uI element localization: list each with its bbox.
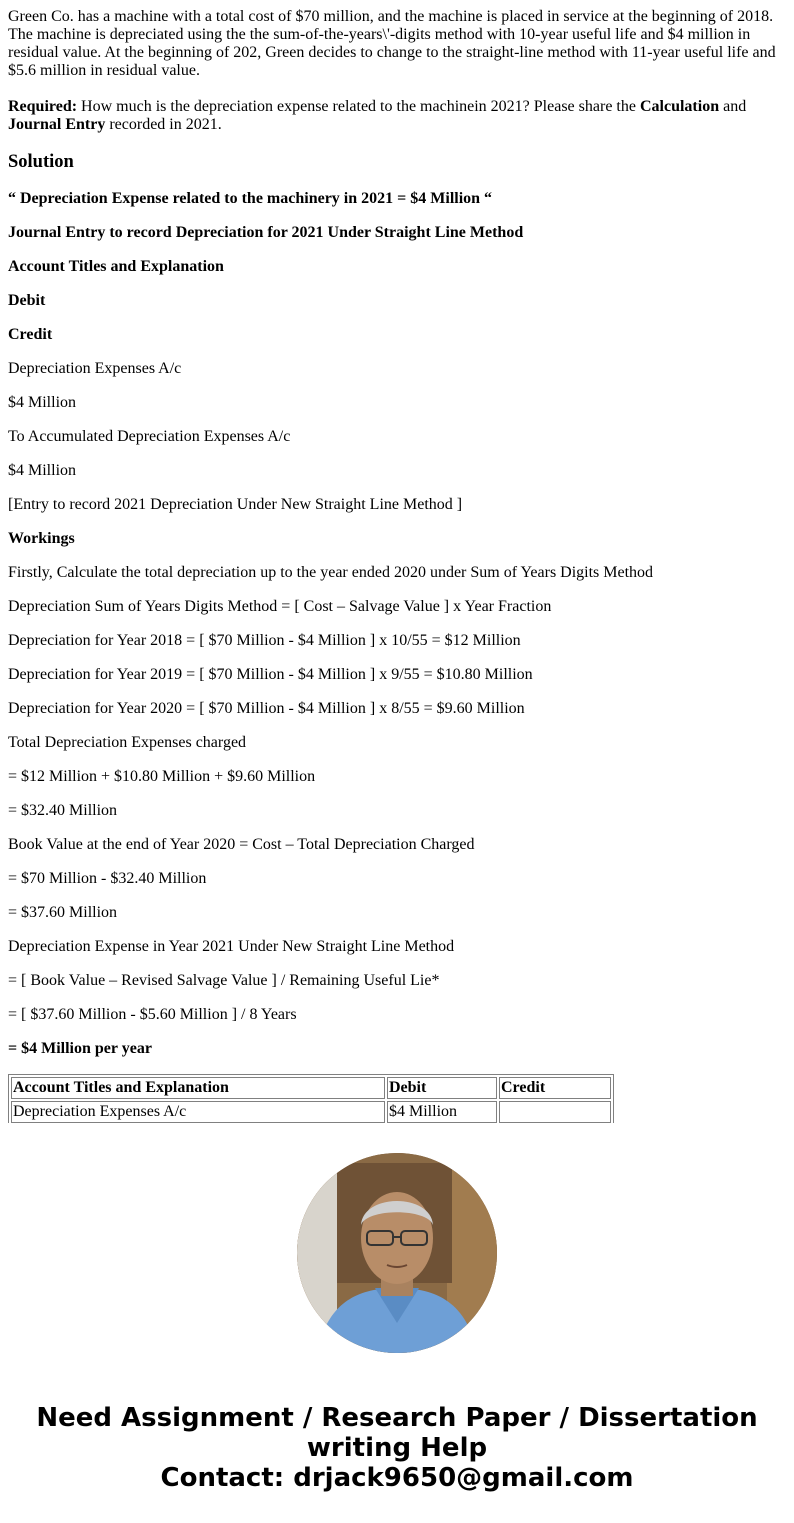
working-line: = $70 Million - $32.40 Million [8,870,207,887]
table-cell-account: Depreciation Expenses A/c [11,1101,385,1123]
table-row [11,1101,611,1123]
col-debit-label: Debit [8,292,46,309]
portrait-image [297,1153,497,1353]
recorded-text: recorded in 2021. [105,116,222,133]
working-line: = [ Book Value – Revised Salvage Value ] / Remaining Useful Lie* [8,972,440,989]
row1-account: Depreciation Expenses A/c [8,360,182,377]
working-line: Depreciation for Year 2018 = [ $70 Million - $4 Million ] x 10/55 = $12 Million [8,632,521,649]
col-account-label: Account Titles and Explanation [8,258,224,275]
working-line: Depreciation Expense in Year 2021 Under New Straight Line Method [8,938,455,955]
question-text: Green Co. has a machine with a total cost of $70 million, and the machine is placed in service at the beginning of 2018. The machine is depreciated using the the sum-of-the-years\'-digits method with 10-year useful life and $4 million in residual value. At the beginning of 202, Green decides to change to the straight-line method with 11-year useful life and $5.6 million in residual value. [8,8,776,79]
working-line: = $32.40 Million [8,802,118,819]
answer-statement: “ Depreciation Expense related to the machinery in 2021 = $4 Million “ [8,190,493,207]
working-line: = [ $37.60 Million - $5.60 Million ] / 8 Years [8,1006,297,1023]
table-header-account: Account Titles and Explanation [11,1077,385,1099]
footer-contact: Contact: drjack9650@gmail.com [160,1463,634,1493]
footer-ad [0,1403,794,1493]
working-line: Depreciation for Year 2019 = [ $70 Million - $4 Million ] x 9/55 = $10.80 Million [8,666,533,683]
working-line: Book Value at the end of Year 2020 = Cost – Total Depreciation Charged [8,836,475,853]
row2-credit: $4 Million [8,462,77,479]
footer-line-2: writing Help [306,1433,488,1463]
table-header-credit: Credit [499,1077,611,1099]
working-line: Total Depreciation Expenses charged [8,734,247,751]
journal-entry-heading: Journal Entry to record Depreciation for 2021 Under Straight Line Method [8,224,524,241]
working-line: Firstly, Calculate the total depreciation up to the year ended 2020 under Sum of Years Digits Method [8,564,654,581]
working-line: Depreciation Sum of Years Digits Method = [ Cost – Salvage Value ] x Year Fraction [8,598,552,615]
table-header-row [11,1077,611,1099]
col-credit-label: Credit [8,326,53,343]
entry-narration: [Entry to record 2021 Depreciation Under New Straight Line Method ] [8,496,463,513]
document-content [8,8,786,1123]
journal-entry-label: Journal Entry [8,116,106,133]
table-cell-credit [499,1101,611,1123]
table-header-debit: Debit [387,1077,497,1099]
working-line: Depreciation for Year 2020 = [ $70 Million - $4 Million ] x 8/55 = $9.60 Million [8,700,525,717]
working-line: = $12 Million + $10.80 Million + $9.60 Million [8,768,316,785]
row2-account: To Accumulated Depreciation Expenses A/c [8,428,291,445]
required-label: Required: [8,98,78,115]
required-text: How much is the depreciation expense related to the machinein 2021? Please share the [77,98,640,115]
result-line: = $4 Million per year [8,1040,152,1057]
row1-debit: $4 Million [8,394,77,411]
footer-line-1: Need Assignment / Research Paper / Dissertation [36,1403,758,1433]
calculation-label: Calculation [639,98,720,115]
journal-entry-table [8,1074,614,1123]
required-paragraph [8,98,786,134]
workings-heading: Workings [8,530,75,547]
table-cell-debit: $4 Million [387,1101,497,1123]
and-text: and [719,98,747,115]
working-line: = $37.60 Million [8,904,118,921]
solution-heading: Solution [8,152,74,172]
avatar [297,1153,497,1353]
